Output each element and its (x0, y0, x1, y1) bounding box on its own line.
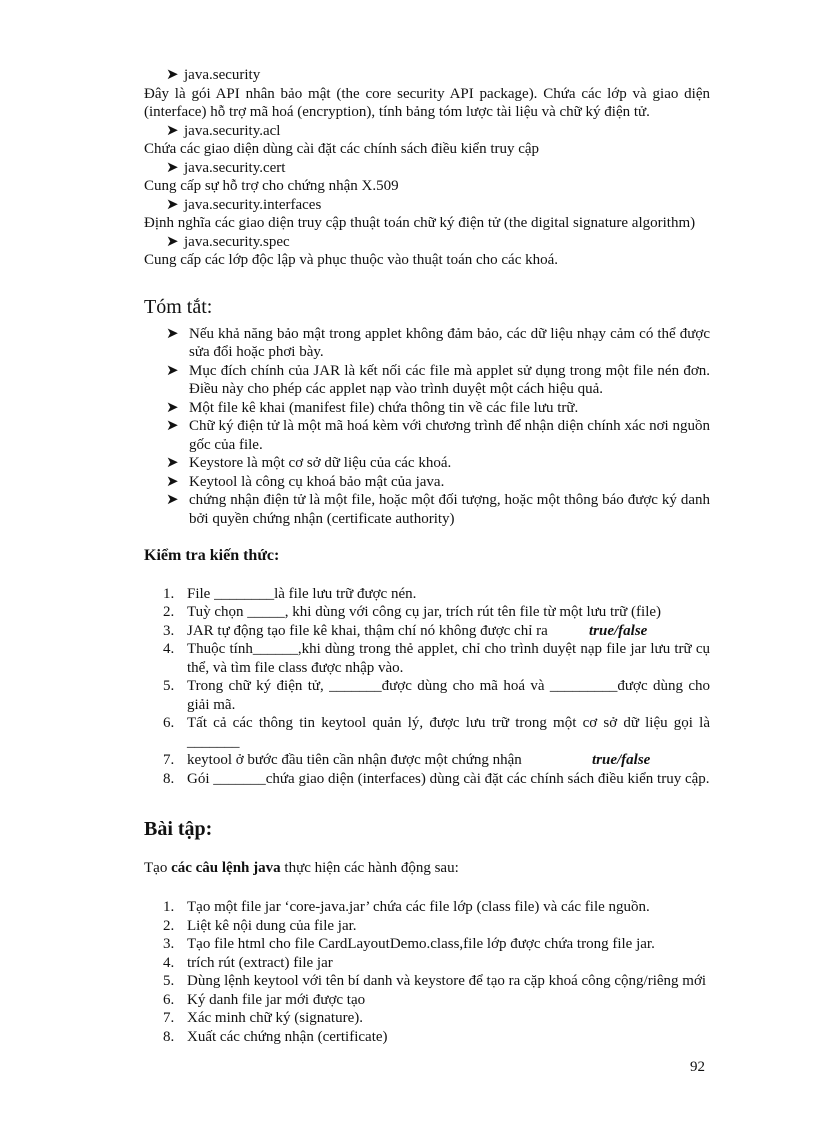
quiz-item: 8. Gói _______chứa giao diện (interfaces) dùng cài đặt các chính sách điều kiển truy cập. (163, 770, 710, 787)
true-false-tag: true/false (592, 752, 651, 768)
summary-item: ➤ chứng nhận điện tử là một file, hoặc một đối tượng, hoặc một thông báo được ký danh bởi quyền chứng nhận (certificate authority) (166, 492, 710, 527)
arrow-bullet-icon: ➤ (166, 362, 179, 379)
summary-item: ➤ Mục đích chính của JAR là kết nối các file mà applet sử dụng trong một file nén đơn. Điều này cho phép các applet nạp vào trình duyệt một cách hiệu quả. (166, 362, 710, 397)
quiz-item: 3. JAR tự động tạo file kê khai, thậm chí nó không được chỉ ra true/false (163, 622, 648, 639)
quiz-item: 1. File ________là file lưu trữ được nén. (163, 585, 417, 602)
package-item: ➤ java.security (166, 67, 261, 83)
package-description: Cung cấp các lớp độc lập và phục thuộc vào thuật toán cho các khoá. (144, 252, 559, 268)
exercise-item: 5. Dùng lệnh keytool với tên bí danh và keystore để tạo ra cặp khoá công cộng/riêng mới (163, 973, 707, 989)
quiz-item: 2. Tuỳ chọn _____, khi dùng với công cụ jar, trích rút tên file từ một lưu trữ (file) (163, 604, 662, 620)
exercise-item: 4. trích rút (extract) file jar (163, 954, 333, 971)
summary-title: Tóm tắt: (144, 295, 213, 318)
summary-item: ➤ Một file kê khai (manifest file) chứa thông tin về các file lưu trữ. (166, 399, 579, 416)
page-content (144, 66, 710, 1046)
package-description: Định nghĩa các giao diện truy cập thuật toán chữ ký điện tử (the digital signature algorithm) (144, 215, 696, 231)
arrow-bullet-icon: ➤ (166, 67, 179, 83)
package-description: Đây là gói API nhân bảo mật (the core security API package). Chứa các lớp và giao diện (interface) hỗ trợ mã hoá (encryption), tính bảng tóm lược tài liệu và chữ ký điện tử. (144, 85, 710, 120)
summary-item: ➤ Chữ ký điện tử là một mã hoá kèm với chương trình để nhận diện chính xác nơi nguồn gốc của file. (166, 418, 710, 453)
exercise-item: 2. Liệt kê nội dung của file jar. (163, 917, 357, 934)
arrow-bullet-icon: ➤ (166, 325, 179, 342)
summary-item: ➤ Keystore là một cơ sở dữ liệu của các khoá. (166, 455, 452, 471)
arrow-bullet-icon: ➤ (166, 122, 179, 139)
true-false-tag: true/false (589, 622, 648, 639)
summary-list (144, 325, 710, 529)
summary-item: ➤ Keytool là công cụ khoá bảo mật của java. (166, 473, 445, 490)
exercise-item: 1. Tạo một file jar ‘core-java.jar’ chứa các file lớp (class file) và các file nguồn. (163, 899, 650, 915)
arrow-bullet-icon: ➤ (166, 399, 179, 416)
quiz-title: Kiểm tra kiến thức: (144, 547, 280, 564)
arrow-bullet-icon: ➤ (166, 473, 179, 490)
arrow-bullet-icon: ➤ (166, 159, 179, 176)
arrow-bullet-icon: ➤ (166, 233, 179, 250)
quiz-item: 5. Trong chữ ký điện tử, _______được dùng cho mã hoá và _________được dùng cho giải mã. (163, 678, 710, 713)
package-section (144, 66, 710, 270)
exercise-item: 8. Xuất các chứng nhận (certificate) (163, 1028, 388, 1045)
exercise-item: 7. Xác minh chữ ký (signature). (163, 1010, 363, 1026)
exercises-intro: Tạo các câu lệnh java thực hiện các hành động sau: (144, 859, 459, 876)
arrow-bullet-icon: ➤ (166, 492, 179, 508)
package-description: Chứa các giao diện dùng cài đặt các chính sách điều kiển truy cập (144, 141, 540, 157)
quiz-item: 4. Thuộc tính______,khi dùng trong thẻ applet, chỉ cho trình duyệt nạp file jar lưu trữ cụ thể, và tìm file class được nhập vào. (163, 641, 710, 676)
arrow-bullet-icon: ➤ (166, 196, 179, 213)
package-item: ➤ java.security.interfaces (166, 196, 322, 213)
exercise-item: 3. Tạo file html cho file CardLayoutDemo.class,file lớp được chứa trong file jar. (163, 936, 655, 952)
arrow-bullet-icon: ➤ (166, 418, 179, 434)
quiz-item: 7. keytool ở bước đầu tiên cần nhận được một chứng nhận true/false (163, 752, 651, 768)
package-item: ➤ java.security.acl (166, 122, 281, 139)
exercises-title: Bài tập: (144, 818, 213, 840)
summary-item: ➤ Nếu khả năng bảo mật trong applet không đảm bảo, các dữ liệu nhạy cảm có thể được sửa đổi hoặc phơi bày. (166, 325, 710, 360)
quiz-list (144, 585, 710, 789)
package-item: ➤ java.security.spec (166, 233, 290, 250)
package-item: ➤ java.security.cert (166, 159, 286, 176)
exercise-list (144, 898, 710, 1046)
package-description: Cung cấp sự hỗ trợ cho chứng nhận X.509 (144, 178, 399, 194)
quiz-item: 6. Tất cả các thông tin keytool quản lý, được lưu trữ trong một cơ sở dữ liệu gọi là _______ (163, 715, 710, 750)
page-number: 92 (690, 1059, 705, 1075)
exercise-item: 6. Ký danh file jar mới được tạo (163, 991, 366, 1008)
arrow-bullet-icon: ➤ (166, 455, 179, 471)
